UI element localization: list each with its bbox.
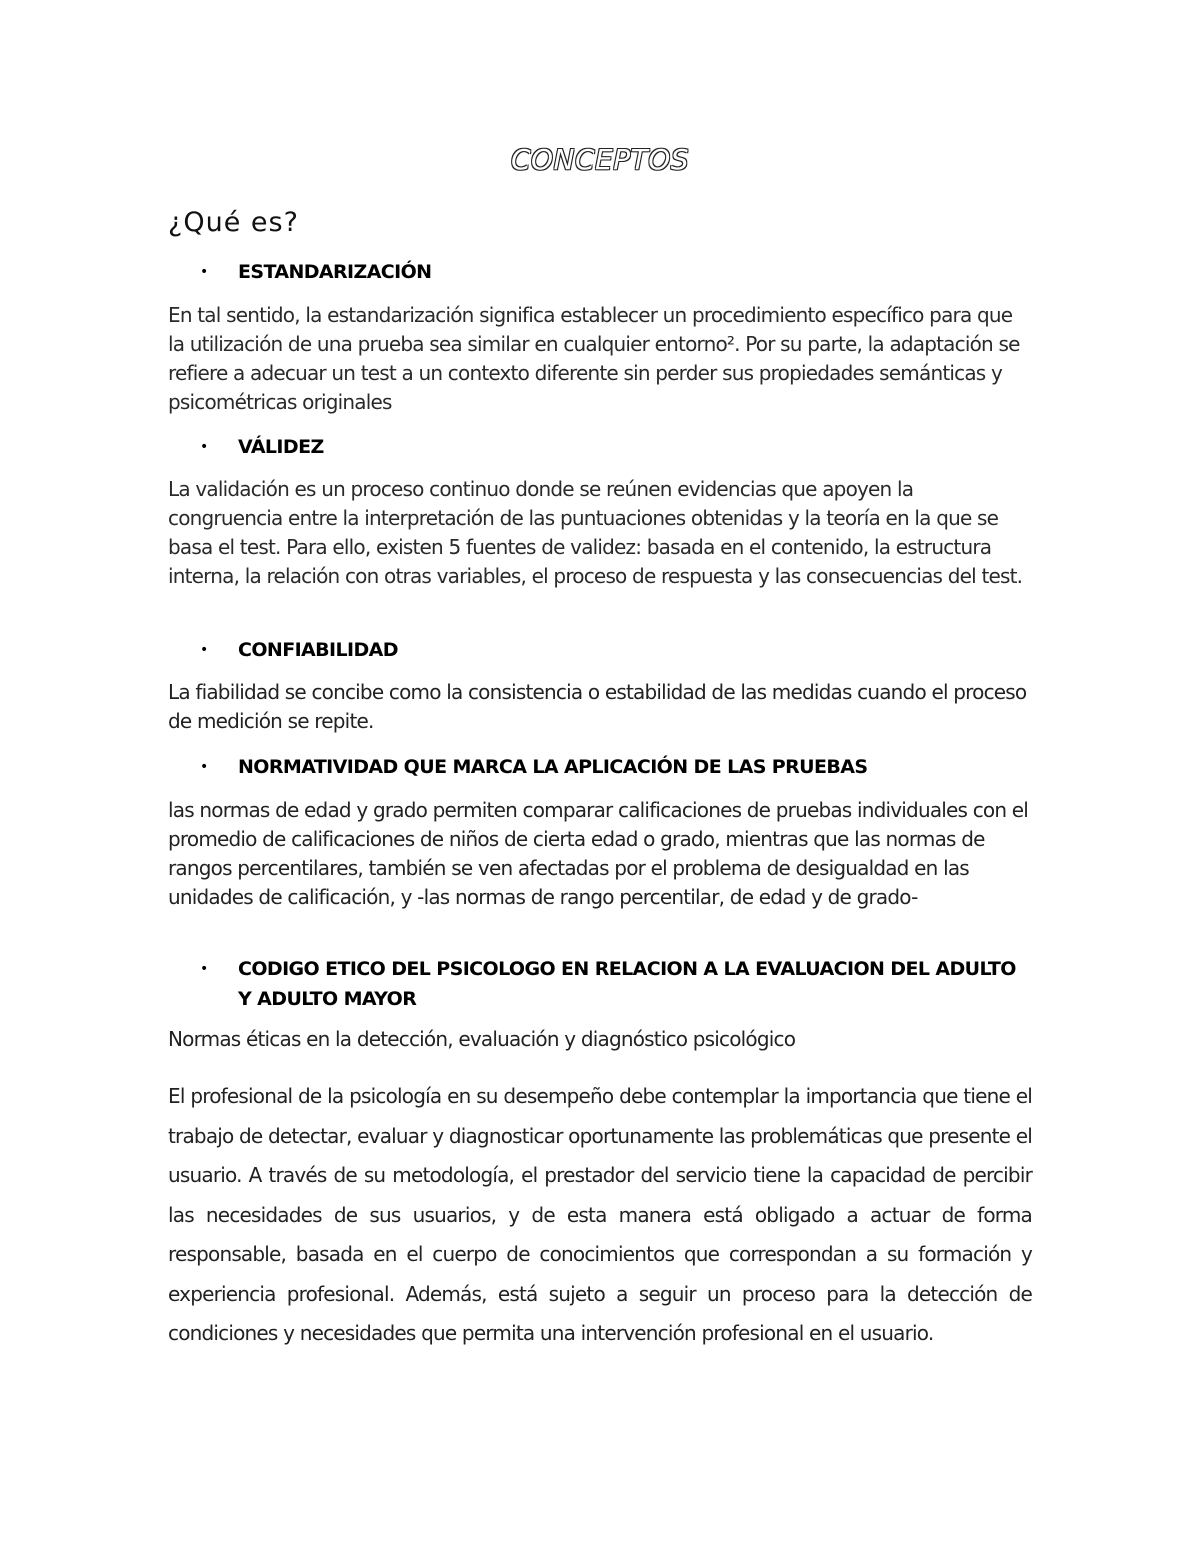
section-paragraph-confiabilidad: La fiabilidad se concibe como la consistencia o estabilidad de las medidas cuando el proceso de medición se repite.: [168, 680, 1027, 733]
bullet-icon: •: [200, 759, 208, 775]
section-heading-text: NORMATIVIDAD QUE MARCA LA APLICACIÓN DE LAS PRUEBAS: [238, 756, 868, 778]
bullet-icon: •: [200, 642, 208, 658]
section-heading-confiabilidad: [168, 635, 1028, 665]
section-heading-text: VÁLIDEZ: [238, 436, 324, 458]
section-heading-text: CODIGO ETICO DEL PSICOLOGO EN RELACION A LA EVALUACION DEL ADULTO Y ADULTO MAYOR: [238, 958, 1016, 1010]
section-heading-estandarizacion: [168, 257, 1028, 287]
document-title: CONCEPTOS: [510, 143, 690, 176]
section-paragraph-normatividad: las normas de edad y grado permiten comparar calificaciones de pruebas individuales con el promedio de calificaciones de niños de cierta edad o grado, mientras que las normas de rangos percentilares, también se ven afectadas por el problema de desigualdad en las unidades de calificación, y -las normas de rango percentilar, de edad y de grado-: [168, 798, 1029, 909]
closing-paragraph: El profesional de la psicología en su desempeño debe contemplar la importancia que tiene el trabajo de detectar, evaluar y diagnosticar oportunamente las problemáticas que presente el usuario. A través de su metodología, el prestador del servicio tiene la capacidad de percibir las necesidades de sus usuarios, y de esta manera está obligado a actuar de forma responsable, basada en el cuerpo de conocimientos que correspondan a su formación y experiencia profesional. Además, está sujeto a seguir un proceso para la detección de condiciones y necesidades que permita una intervención profesional en el usuario.: [168, 1084, 1032, 1345]
section-paragraph-codigo-etico: Normas éticas en la detección, evaluación y diagnóstico psicológico: [168, 1027, 796, 1051]
document-subtitle: ¿Qué es?: [168, 207, 299, 238]
section-heading-text: ESTANDARIZACIÓN: [238, 261, 432, 283]
section-heading-normatividad: [168, 752, 1028, 782]
bullet-icon: •: [200, 961, 208, 977]
bullet-icon: •: [200, 264, 208, 280]
section-paragraph-validez: La validación es un proceso continuo donde se reúnen evidencias que apoyen la congruencia entre la interpretación de las puntuaciones obtenidas y la teoría en la que se basa el test. Para ello, existen 5 fuentes de validez: basada en el contenido, la estructura interna, la relación con otras variables, el proceso de respuesta y las consecuencias del test.: [168, 477, 1023, 588]
section-heading-text: CONFIABILIDAD: [238, 639, 398, 661]
section-heading-codigo-etico: [168, 954, 1028, 1014]
section-heading-validez: [168, 432, 1028, 462]
bullet-icon: •: [200, 439, 208, 455]
section-paragraph-estandarizacion: En tal sentido, la estandarización significa establecer un procedimiento específico para que la utilización de una prueba sea similar en cualquier entorno². Por su parte, la adaptación se refiere a adecuar un test a un contexto diferente sin perder sus propiedades semánticas y psicométricas originales: [168, 303, 1020, 414]
